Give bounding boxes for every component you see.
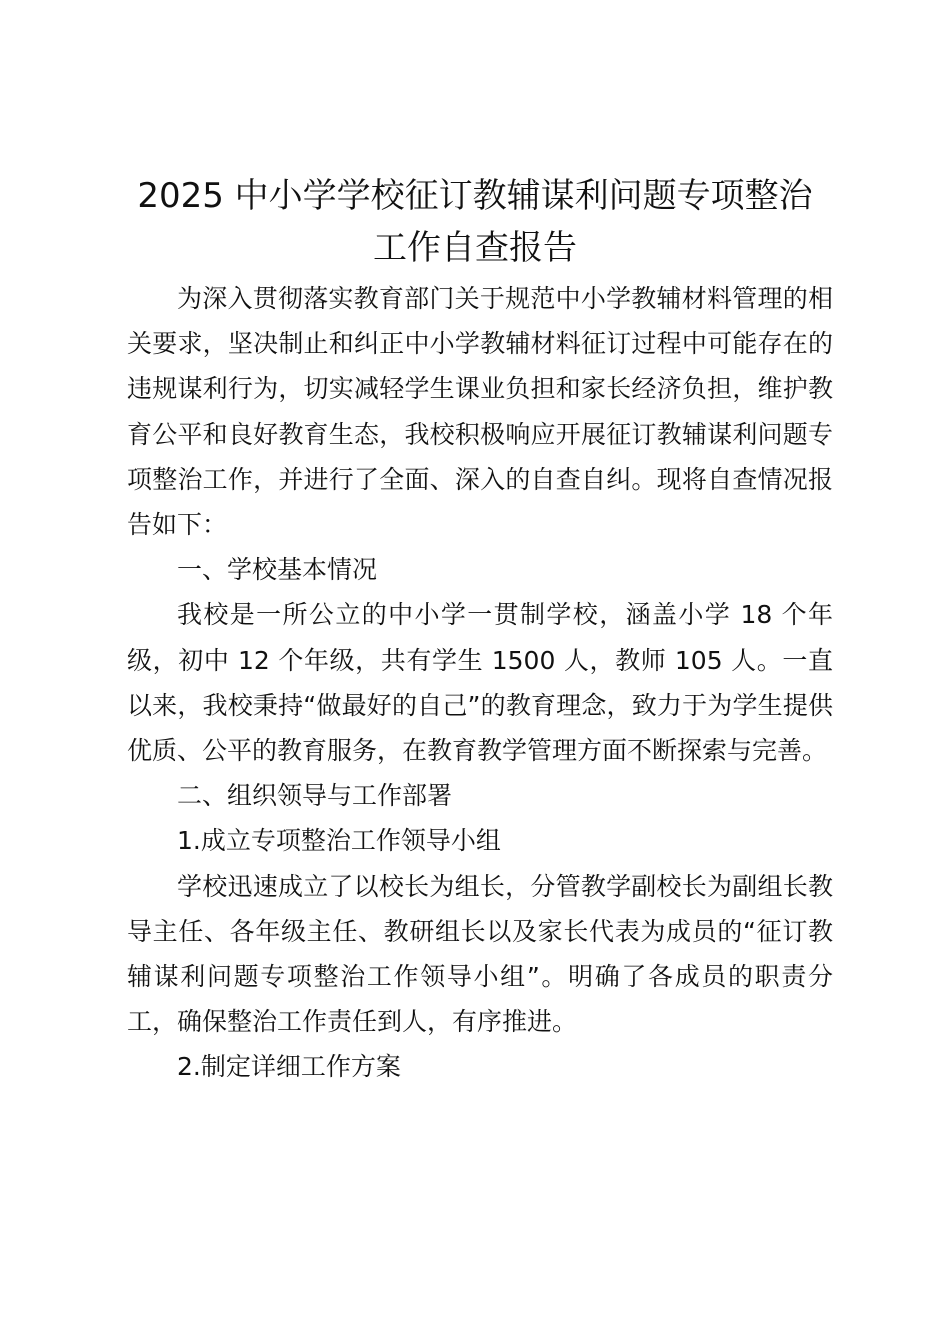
title-line-2: 工作自查报告 [373, 228, 577, 268]
section-heading-organization: 二、组织领导与工作部署 [177, 781, 453, 811]
document-body [127, 276, 833, 1090]
subheading-work-plan: 2.制定详细工作方案 [177, 1052, 401, 1082]
document-title [110, 170, 840, 274]
basic-info-paragraph: 我校是一所公立的中小学一贯制学校，涵盖小学 18 个年级，初中 12 个年级，共有学生 1500 人，教师 105 人。一直以来，我校秉持“做最好的自己”的教育理念，致力于为学生提供优质、公平的教育服务，在教育教学管理方面不断探索与完善。 [127, 600, 833, 766]
leadership-group-paragraph: 学校迅速成立了以校长为组长，分管教学副校长为副组长教导主任、各年级主任、教研组长以及家长代表为成员的“征订教辅谋利问题专项整治工作领导小组”。明确了各成员的职责分工，确保整治工作责任到人，有序推进。 [127, 871, 833, 1037]
section-heading-basic-info: 一、学校基本情况 [177, 555, 378, 585]
title-line-1: 2025 中小学学校征订教辅谋利问题专项整治 [137, 176, 813, 216]
intro-paragraph: 为深入贯彻落实教育部门关于规范中小学教辅材料管理的相关要求，坚决制止和纠正中小学教辅材料征订过程中可能存在的违规谋利行为，切实减轻学生课业负担和家长经济负担，维护教育公平和良好教育生态，我校积极响应开展征订教辅谋利问题专项整治工作，并进行了全面、深入的自查自纠。现将自查情况报告如下： [127, 284, 833, 540]
subheading-leadership-group: 1.成立专项整治工作领导小组 [177, 826, 501, 856]
